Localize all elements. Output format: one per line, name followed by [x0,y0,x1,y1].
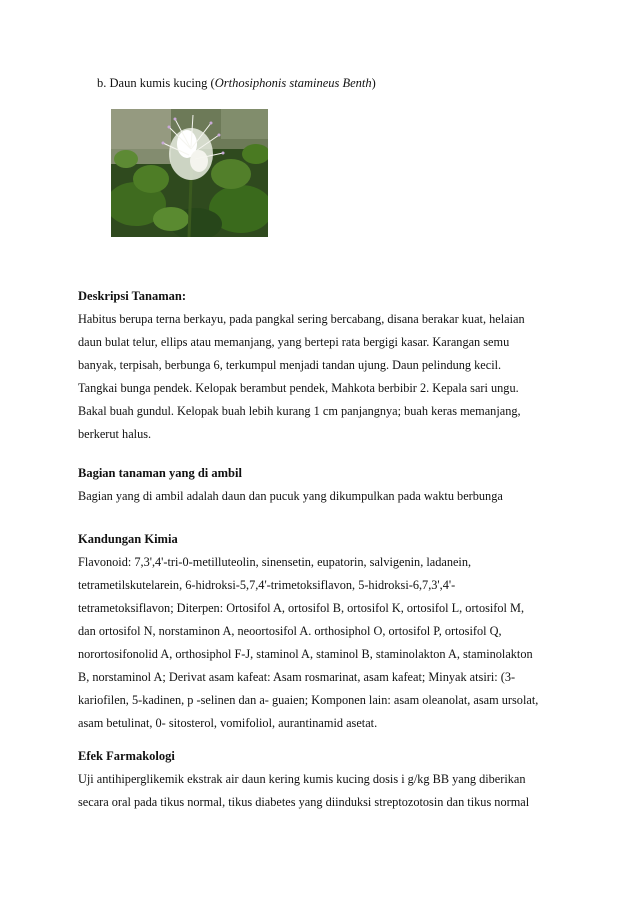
text-line: Bagian yang di ambil adalah daun dan pucuk yang dikumpulkan pada waktu berbunga [78,489,503,503]
text-line: Flavonoid: 7,3',4'-tri-0-metilluteolin, sinensetin, eupatorin, salvigenin, ladanein, [78,555,472,569]
item-b-suffix: ) [371,76,376,90]
text-line: berkerut halus. [78,427,152,441]
text-line: Habitus berupa terna berkayu, pada pangkal sering bercabang, disana berakar kuat, helaian [78,312,525,326]
section-kandungan-kimia [78,528,568,735]
text-line: asam betulinat, 0- sitosterol, vomifoliol, aurantinamid asetat. [78,716,378,730]
text-line: dan ortosifol N, norstaminon A, neoortosifol A. orthosiphol O, ortosifol P, ortosifol Q, [78,624,502,638]
section-efek-farmakologi [78,745,568,814]
text-line: daun bulat telur, ellips atau memanjang, yang bertepi rata bergigi kasar. Karangan semu [78,335,510,349]
text-line: tetrametoksiflavon; Diterpen: Ortosifol A, ortosifol B, ortosifol K, ortosifol L, ortosifol M, [78,601,525,615]
item-b-prefix: b. Daun kumis kucing ( [97,76,215,90]
section-title: Kandungan Kimia [78,532,178,546]
text-line: secara oral pada tikus normal, tikus diabetes yang diinduksi streptozotosin dan tikus normal [78,795,530,809]
text-line: norortosifonolid A, orthosiphol F-J, staminol A, staminol B, staminolakton A, staminolakton [78,647,533,661]
text-line: banyak, terpisah, berbunga 6, terkumpul menjadi tandan ujung. Daun pelindung kecil. [78,358,502,372]
text-line: B, norstaminol A; Derivat asam kafeat: Asam rosmarinat, asam kafeat; Minyak atsiri: (3- [78,670,516,684]
section-title: Efek Farmakologi [78,749,175,763]
text-line: tetrametilskutelarein, 6-hidroksi-5,7,4'-trimetoksiflavon, 5-hidroksi-6,7,3',4'- [78,578,456,592]
section-deskripsi-tanaman [78,285,568,446]
section-bagian-tanaman [78,462,568,508]
item-b-heading [97,76,376,91]
text-line: Bakal buah gundul. Kelopak buah lebih kurang 1 cm panjangnya; buah keras memanjang, [78,404,521,418]
plant-photo [111,109,268,237]
text-line: kariofilen, 5-kadinen, p -selinen dan a- guaien; Komponen lain: asam oleanolat, asam ursolat, [78,693,539,707]
text-line: Tangkai bunga pendek. Kelopak berambut pendek, Mahkota berbibir 2. Kepala sari ungu. [78,381,519,395]
section-title: Bagian tanaman yang di ambil [78,466,242,480]
text-line: Uji antihiperglikemik ekstrak air daun kering kumis kucing dosis i g/kg BB yang diberikan [78,772,526,786]
section-title: Deskripsi Tanaman: [78,289,187,303]
scientific-name: Orthosiphonis stamineus Benth [214,76,372,90]
